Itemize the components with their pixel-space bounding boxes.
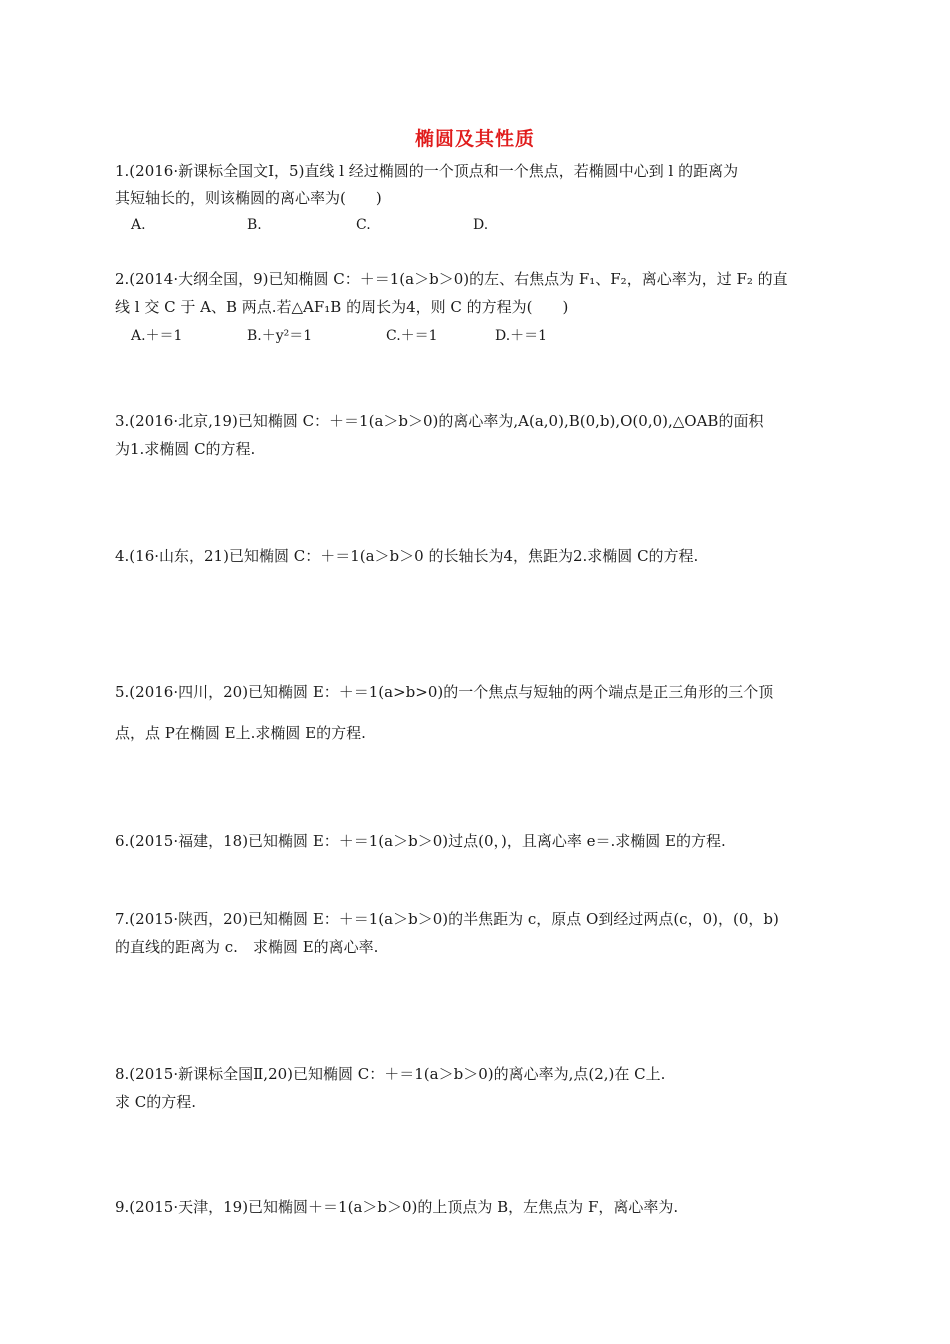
problem-7-line-1: 7.(2015·陕西，20)已知椭圆 E：＋＝1(a＞b＞0)的半焦距为 c，原点 O到经过两点(c，0)，(0，b) [115,910,779,928]
problem-5-line-1: 5.(2016·四川，20)已知椭圆 E：＋＝1(a>b>0)的一个焦点与短轴的两个端点是正三角形的三个顶 [115,683,774,701]
problem-8-line-2: 求 C的方程. [115,1093,197,1111]
problem-4-line-1: 4.(16·山东，21)已知椭圆 C：＋＝1(a＞b＞0 的长轴长为4，焦距为2.求椭圆 C的方程. [115,547,699,565]
problem-5-line-2: 点，点 P在椭圆 E上.求椭圆 E的方程. [115,724,366,742]
option-c: C. [356,217,371,233]
problem-1-line-2: 其短轴长的，则该椭圆的离心率为( ) [115,189,382,207]
problem-3-line-1: 3.(2016·北京,19)已知椭圆 C：＋＝1(a＞b＞0)的离心率为,A(a,0),B(0,b),O(0,0),△OAB的面积 [115,412,764,430]
page-title: 椭圆及其性质 [414,128,535,150]
problem-2-line-1: 2.(2014·大纲全国，9)已知椭圆 C：＋＝1(a＞b＞0)的左、右焦点为 F₁、F₂，离心率为，过 F₂ 的直 [115,270,788,288]
option-a: A. [131,217,146,233]
problem-1-line-1: 1.(2016·新课标全国文Ⅰ，5)直线 l 经过椭圆的一个顶点和一个焦点，若椭圆中心到 l 的距离为 [115,162,739,180]
problem-8-line-1: 8.(2015·新课标全国Ⅱ,20)已知椭圆 C：＋＝1(a＞b＞0)的离心率为,点(2,)在 C上. [115,1065,666,1083]
option-d: D.＋＝1 [495,328,548,344]
option-a: A.＋＝1 [131,328,183,344]
option-d: D. [473,217,489,233]
option-b: B. [247,217,262,233]
option-b: B.＋y²＝1 [247,328,313,344]
problem-9-line-1: 9.(2015·天津，19)已知椭圆＋＝1(a＞b＞0)的上顶点为 B，左焦点为 F，离心率为. [115,1198,679,1216]
problem-6-line-1: 6.(2015·福建，18)已知椭圆 E：＋＝1(a＞b＞0)过点(0，)，且离心率 e＝.求椭圆 E的方程. [115,832,726,850]
problem-7-line-2: 的直线的距离为 c. 求椭圆 E的离心率. [115,938,379,956]
option-c: C.＋＝1 [386,328,438,344]
problem-3-line-2: 为1.求椭圆 C的方程. [115,440,256,458]
problem-2-line-2: 线 l 交 C 于 A、B 两点.若△AF₁B 的周长为4，则 C 的方程为( ) [115,298,569,316]
